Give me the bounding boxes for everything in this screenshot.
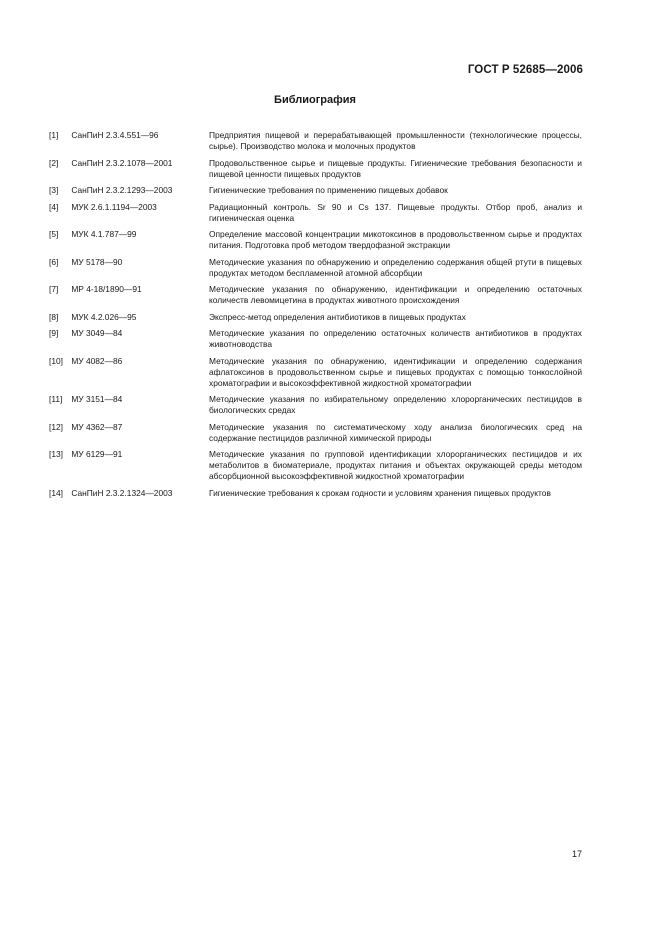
reference-number: [8] <box>49 311 59 322</box>
reference-cell <box>49 130 209 158</box>
reference-cell <box>49 257 209 285</box>
reference-number: [2] <box>49 157 59 168</box>
reference-number: [13] <box>49 449 63 459</box>
reference-number: [7] <box>49 284 59 294</box>
reference-description: Методические указания по обнаружению, идентификации и определению содержания афлатоксинов в продовольственном сырье и пищевых продуктах с помощью тонкослойной хроматографии и высокоэффективной жидкостной хроматографии <box>209 355 582 388</box>
bibliography-entry <box>49 130 582 158</box>
reference-cell <box>49 488 209 505</box>
reference-code: МУ 3151—84 <box>71 394 123 404</box>
reference-number: [10] <box>49 355 63 366</box>
reference-cell <box>49 422 209 450</box>
reference-cell <box>49 202 209 230</box>
reference-cell <box>49 328 209 356</box>
bibliography-entry <box>49 185 582 202</box>
page-number: 17 <box>571 849 582 859</box>
bibliography-entry <box>49 312 582 329</box>
reference-description: Радиационный контроль. Sr 90 и Cs 137. Пищевые продукты. Отбор проб, анализ и гигиеническая оценка <box>209 201 582 223</box>
reference-cell <box>49 229 209 257</box>
reference-code: МУК 4.2.026—95 <box>71 311 137 322</box>
reference-code: МУ 4082—86 <box>71 355 123 366</box>
reference-number: [5] <box>49 229 59 239</box>
reference-code: МУ 3049—84 <box>71 328 123 338</box>
reference-description: Гигиенические требования по применению пищевых добавок <box>209 185 448 195</box>
bibliography-entry <box>49 356 582 395</box>
bibliography-table <box>49 130 582 504</box>
reference-description: Предприятия пищевой и перерабатывающей промышленности (технологические процессы, сырье). Производство молока и молочных продуктов <box>209 130 582 151</box>
reference-description: Методические указания по определению остаточных количеств антибиотиков в продуктах животноводства <box>209 328 582 349</box>
bibliography-entry <box>49 229 582 257</box>
reference-description: Экспресс-метод определения антибиотиков в пищевых продуктах <box>209 311 466 322</box>
reference-number: [14] <box>49 487 63 498</box>
reference-number: [1] <box>49 130 59 140</box>
reference-code: СанПиН 2.3.2.1293—2003 <box>71 185 173 195</box>
bibliography-entry <box>49 257 582 285</box>
bibliography-list <box>49 130 582 504</box>
reference-code: МР 4-18/1890—91 <box>71 284 142 294</box>
standard-code-header: ГОСТ Р 52685—2006 <box>467 64 583 76</box>
bibliography-entry <box>49 328 582 356</box>
reference-cell <box>49 312 209 329</box>
reference-number: [6] <box>49 256 59 267</box>
bibliography-entry <box>49 422 582 450</box>
bibliography-entry <box>49 394 582 422</box>
reference-number: [3] <box>49 185 59 195</box>
bibliography-entry <box>49 488 582 505</box>
reference-code: МУК 4.1.787—99 <box>71 229 137 239</box>
reference-description: Гигиенические требования к срокам годности и условиям хранения пищевых продуктов <box>209 487 551 498</box>
reference-description: Методические указания по систематическому ходу анализа биологических сред на содержание пестицидов различной химической природы <box>209 421 582 443</box>
reference-number: [4] <box>49 201 59 212</box>
reference-number: [12] <box>49 421 63 432</box>
reference-description: Методические указания по обнаружению, идентификации и определению остаточных количеств левомицетина в продуктах животного происхождения <box>209 284 582 305</box>
reference-cell <box>49 158 209 186</box>
bibliography-entry <box>49 158 582 186</box>
reference-description: Методические указания по избирательному определению хлорорганических пестицидов в биологических средах <box>209 394 582 415</box>
reference-description: Методические указания по обнаружению и определению содержания общей ртути в пищевых продуктах методом беспламенной атомной абсорбции <box>209 256 582 278</box>
reference-cell <box>49 185 209 202</box>
reference-code: СанПиН 2.3.4.551—96 <box>71 130 159 140</box>
reference-cell <box>49 449 209 488</box>
reference-description: Методические указания по групповой идентификации хлорорганических пестицидов и их метаболитов в биоматериале, продуктах питания и объектах окружающей среды методом абсорбционной высокоэффективной жидкостной хроматографии <box>209 449 582 481</box>
bibliography-title: Библиография <box>274 94 356 106</box>
reference-cell <box>49 394 209 422</box>
reference-description: Определение массовой концентрации микотоксинов в продовольственном сырье и продуктах питания. Подготовка проб методом твердофазной экстракции <box>209 229 582 250</box>
reference-cell <box>49 284 209 312</box>
bibliography-entry <box>49 449 582 488</box>
reference-code: МУ 6129—91 <box>71 449 123 459</box>
reference-number: [9] <box>49 328 59 338</box>
reference-number: [11] <box>49 394 63 404</box>
reference-code: СанПиН 2.3.2.1078—2001 <box>71 157 173 168</box>
reference-code: МУ 4362—87 <box>71 421 123 432</box>
reference-code: МУ 5178—90 <box>71 256 123 267</box>
bibliography-entry <box>49 202 582 230</box>
reference-description: Продовольственное сырье и пищевые продукты. Гигиенические требования безопасности и пищевой ценности пищевых продуктов <box>209 157 582 179</box>
reference-cell <box>49 356 209 395</box>
reference-code: МУК 2.6.1.1194—2003 <box>71 201 157 212</box>
bibliography-entry <box>49 284 582 312</box>
reference-code: СанПиН 2.3.2.1324—2003 <box>71 487 173 498</box>
